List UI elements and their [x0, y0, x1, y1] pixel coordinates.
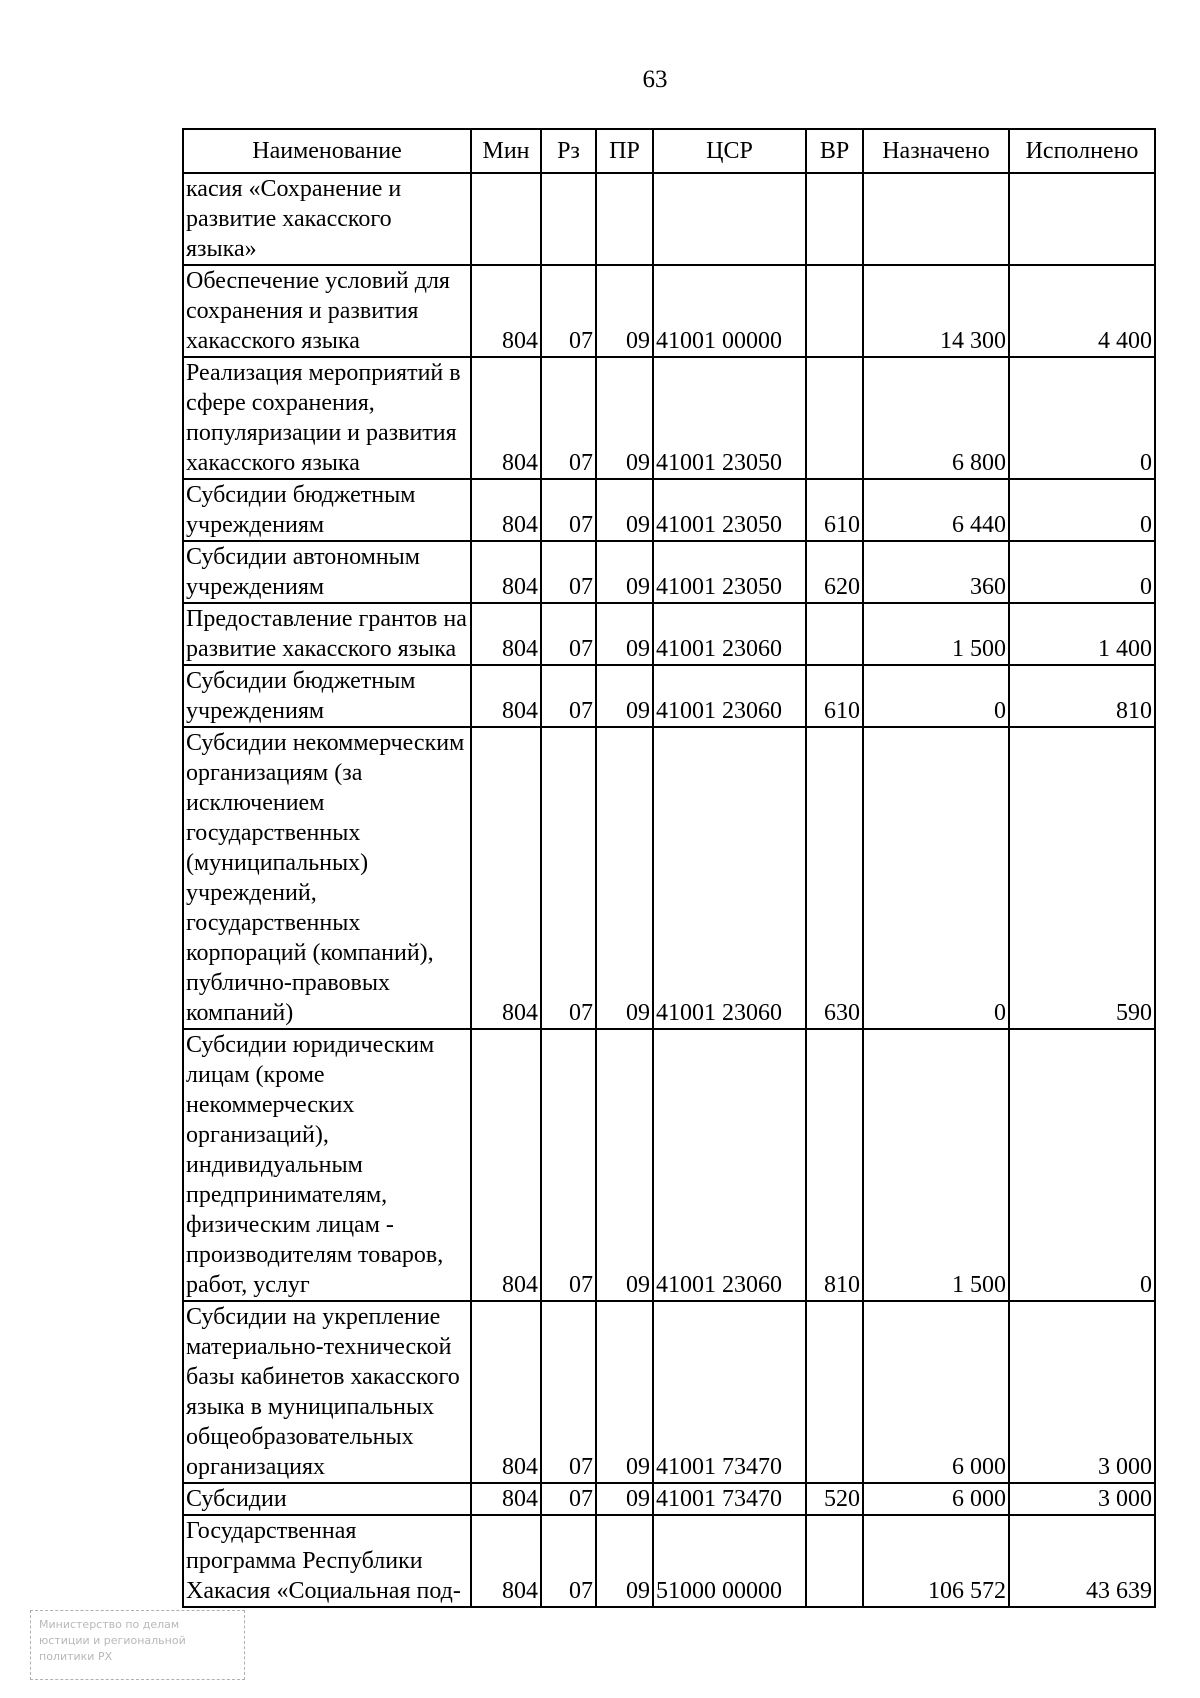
row-vr: [806, 357, 863, 479]
row-min: 804: [471, 665, 541, 727]
row-name: Субсидии бюджетным учреждениям: [183, 665, 471, 727]
header-executed: Исполнено: [1009, 129, 1155, 173]
row-rz: 07: [541, 665, 596, 727]
row-min: 804: [471, 1515, 541, 1607]
row-pr: 09: [596, 357, 653, 479]
row-vr: 620: [806, 541, 863, 603]
row-executed: 0: [1009, 1029, 1155, 1301]
row-name: Обеспечение условий для сохранения и развития хакасского языка: [183, 265, 471, 357]
row-pr: 09: [596, 665, 653, 727]
row-rz: 07: [541, 357, 596, 479]
row-min: 804: [471, 603, 541, 665]
table-header-row: [183, 129, 1155, 173]
row-vr: [806, 1301, 863, 1483]
row-assigned: [863, 173, 1009, 265]
header-pr: ПР: [596, 129, 653, 173]
row-csr: 41001 23060: [653, 665, 806, 727]
row-assigned: 0: [863, 727, 1009, 1029]
table-row: [183, 173, 1155, 265]
row-csr: [653, 173, 806, 265]
header-rz: Рз: [541, 129, 596, 173]
row-vr: [806, 603, 863, 665]
row-name: Субсидии бюджетным учреждениям: [183, 479, 471, 541]
row-executed: 4 400: [1009, 265, 1155, 357]
row-assigned: 1 500: [863, 603, 1009, 665]
row-pr: 09: [596, 265, 653, 357]
stamp-line: политики РХ: [39, 1650, 113, 1663]
row-executed: 3 000: [1009, 1483, 1155, 1515]
header-name: Наименование: [183, 129, 471, 173]
row-rz: 07: [541, 1301, 596, 1483]
row-vr: [806, 265, 863, 357]
row-rz: 07: [541, 479, 596, 541]
row-pr: 09: [596, 479, 653, 541]
row-executed: [1009, 173, 1155, 265]
row-assigned: 0: [863, 665, 1009, 727]
header-assigned: Назначено: [863, 129, 1009, 173]
row-pr: 09: [596, 1483, 653, 1515]
row-assigned: 6 440: [863, 479, 1009, 541]
row-pr: 09: [596, 1029, 653, 1301]
registration-stamp: [30, 1610, 245, 1680]
row-executed: 590: [1009, 727, 1155, 1029]
row-name: Субсидии юридическим лицам (кроме некоммерческих организаций), индивидуальным предпринимателям, физическим лицам - производителям товаров, работ, услуг: [183, 1029, 471, 1301]
row-executed: 3 000: [1009, 1301, 1155, 1483]
row-pr: 09: [596, 603, 653, 665]
row-name: Государственная программа Республики Хакасия «Социальная под-: [183, 1515, 471, 1607]
row-pr: 09: [596, 541, 653, 603]
row-csr: 41001 73470: [653, 1301, 806, 1483]
row-min: 804: [471, 1301, 541, 1483]
row-min: 804: [471, 265, 541, 357]
row-min: 804: [471, 1029, 541, 1301]
row-assigned: 6 000: [863, 1301, 1009, 1483]
row-assigned: 14 300: [863, 265, 1009, 357]
table-row: [183, 603, 1155, 665]
row-min: [471, 173, 541, 265]
row-csr: 51000 00000: [653, 1515, 806, 1607]
table-row: [183, 479, 1155, 541]
stamp-line: юстиции и региональной: [39, 1634, 186, 1647]
row-executed: 0: [1009, 479, 1155, 541]
row-assigned: 6 800: [863, 357, 1009, 479]
row-csr: 41001 23060: [653, 1029, 806, 1301]
row-executed: 0: [1009, 541, 1155, 603]
table-row: [183, 1515, 1155, 1607]
table-row: [183, 265, 1155, 357]
row-name: Субсидии: [183, 1483, 471, 1515]
row-name: Субсидии некоммерческим организациям (за исключением государственных (муниципальных) учреждений, государственных корпораций (компаний), публично-правовых компаний): [183, 727, 471, 1029]
row-csr: 41001 23050: [653, 479, 806, 541]
row-executed: 0: [1009, 357, 1155, 479]
table-row: [183, 541, 1155, 603]
row-executed: 810: [1009, 665, 1155, 727]
row-min: 804: [471, 479, 541, 541]
row-rz: 07: [541, 727, 596, 1029]
row-csr: 41001 73470: [653, 1483, 806, 1515]
row-pr: 09: [596, 727, 653, 1029]
row-csr: 41001 23050: [653, 357, 806, 479]
row-rz: 07: [541, 1029, 596, 1301]
stamp-line: Министерство по делам: [39, 1618, 180, 1631]
table-row: [183, 357, 1155, 479]
row-pr: 09: [596, 1301, 653, 1483]
row-min: 804: [471, 357, 541, 479]
row-name: Субсидии автономным учреждениям: [183, 541, 471, 603]
header-min: Мин: [471, 129, 541, 173]
header-vr: ВР: [806, 129, 863, 173]
table-row: [183, 1029, 1155, 1301]
row-assigned: 1 500: [863, 1029, 1009, 1301]
row-executed: 43 639: [1009, 1515, 1155, 1607]
row-rz: [541, 173, 596, 265]
header-csr: ЦСР: [653, 129, 806, 173]
row-vr: [806, 1515, 863, 1607]
row-vr: 630: [806, 727, 863, 1029]
row-pr: 09: [596, 1515, 653, 1607]
row-vr: 810: [806, 1029, 863, 1301]
row-rz: 07: [541, 603, 596, 665]
row-assigned: 106 572: [863, 1515, 1009, 1607]
row-csr: 41001 23060: [653, 727, 806, 1029]
row-assigned: 360: [863, 541, 1009, 603]
row-assigned: 6 000: [863, 1483, 1009, 1515]
row-min: 804: [471, 1483, 541, 1515]
row-pr: [596, 173, 653, 265]
row-rz: 07: [541, 1483, 596, 1515]
row-min: 804: [471, 541, 541, 603]
page-number: 63: [642, 66, 668, 93]
row-name: Предоставление грантов на развитие хакасского языка: [183, 603, 471, 665]
row-vr: 520: [806, 1483, 863, 1515]
table-row: [183, 1483, 1155, 1515]
row-executed: 1 400: [1009, 603, 1155, 665]
row-vr: [806, 173, 863, 265]
row-min: 804: [471, 727, 541, 1029]
row-name: касия «Сохранение и развитие хакасского языка»: [183, 173, 471, 265]
row-csr: 41001 00000: [653, 265, 806, 357]
row-csr: 41001 23060: [653, 603, 806, 665]
row-rz: 07: [541, 1515, 596, 1607]
row-csr: 41001 23050: [653, 541, 806, 603]
row-rz: 07: [541, 541, 596, 603]
budget-table: [182, 128, 1156, 1608]
row-vr: 610: [806, 479, 863, 541]
table-row: [183, 727, 1155, 1029]
table-row: [183, 665, 1155, 727]
table-row: [183, 1301, 1155, 1483]
row-name: Реализация мероприятий в сфере сохранения, популяризации и развития хакасского языка: [183, 357, 471, 479]
row-rz: 07: [541, 265, 596, 357]
row-vr: 610: [806, 665, 863, 727]
row-name: Субсидии на укрепление материально-технической базы кабинетов хакасского языка в муниципальных общеобразовательных организациях: [183, 1301, 471, 1483]
